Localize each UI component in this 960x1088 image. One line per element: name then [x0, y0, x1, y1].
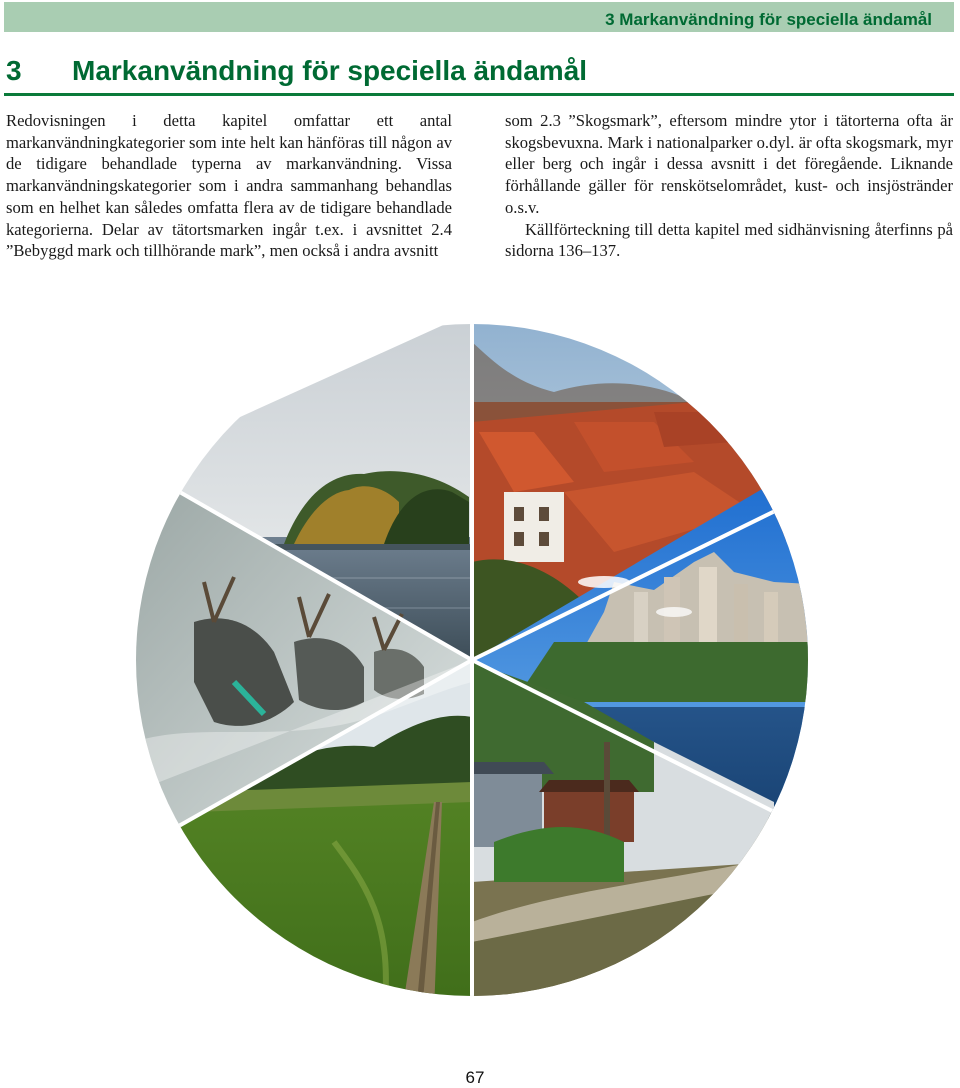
text-column-right [505, 110, 953, 262]
text-column-left [6, 110, 452, 262]
running-header-title: 3 Markanvändning för speciella ändamål [605, 10, 932, 29]
paragraph-intro: Redovisningen i detta kapitel omfattar ett antal markanvändningkategorier som inte helt kan hänföras till någon av de tidigare behandlade typerna av markanvändning. Vissa markanvändningskategorier som i andra sammanhang behandlas som en helhet kan således omfatta flera av de tidigare behandlade kategorierna. Delar av tätortsmarken ingår t.ex. i avsnittet 2.4 ”Bebyggd mark och tillhörande mark”, men också i andra avsnitt [6, 111, 452, 261]
heading-rule [4, 93, 954, 96]
chapter-heading [6, 55, 954, 87]
chapter-title: Markanvändning för speciella ändamål [72, 55, 588, 86]
paragraph-continued: som 2.3 ”Skogsmark”, eftersom mindre ytor i tätorterna ofta är skogsbevuxna. Mark i nationalparker o.dyl. är ofta skogsmark, myr eller berg och ingår i dessa avsnitt i det föregående. Liknande förhållande gäller för renskötselområdet, kust- och insjöstränder o.s.v. [505, 111, 953, 217]
paragraph-sources: Källförteckning till detta kapitel med sidhänvisning återfinns på sidorna 136–137. [505, 219, 953, 261]
running-header-bar [4, 2, 954, 32]
land-use-photo-wheel [134, 322, 810, 998]
page-number: 67 [465, 1068, 485, 1087]
chapter-number: 3 [6, 55, 22, 86]
